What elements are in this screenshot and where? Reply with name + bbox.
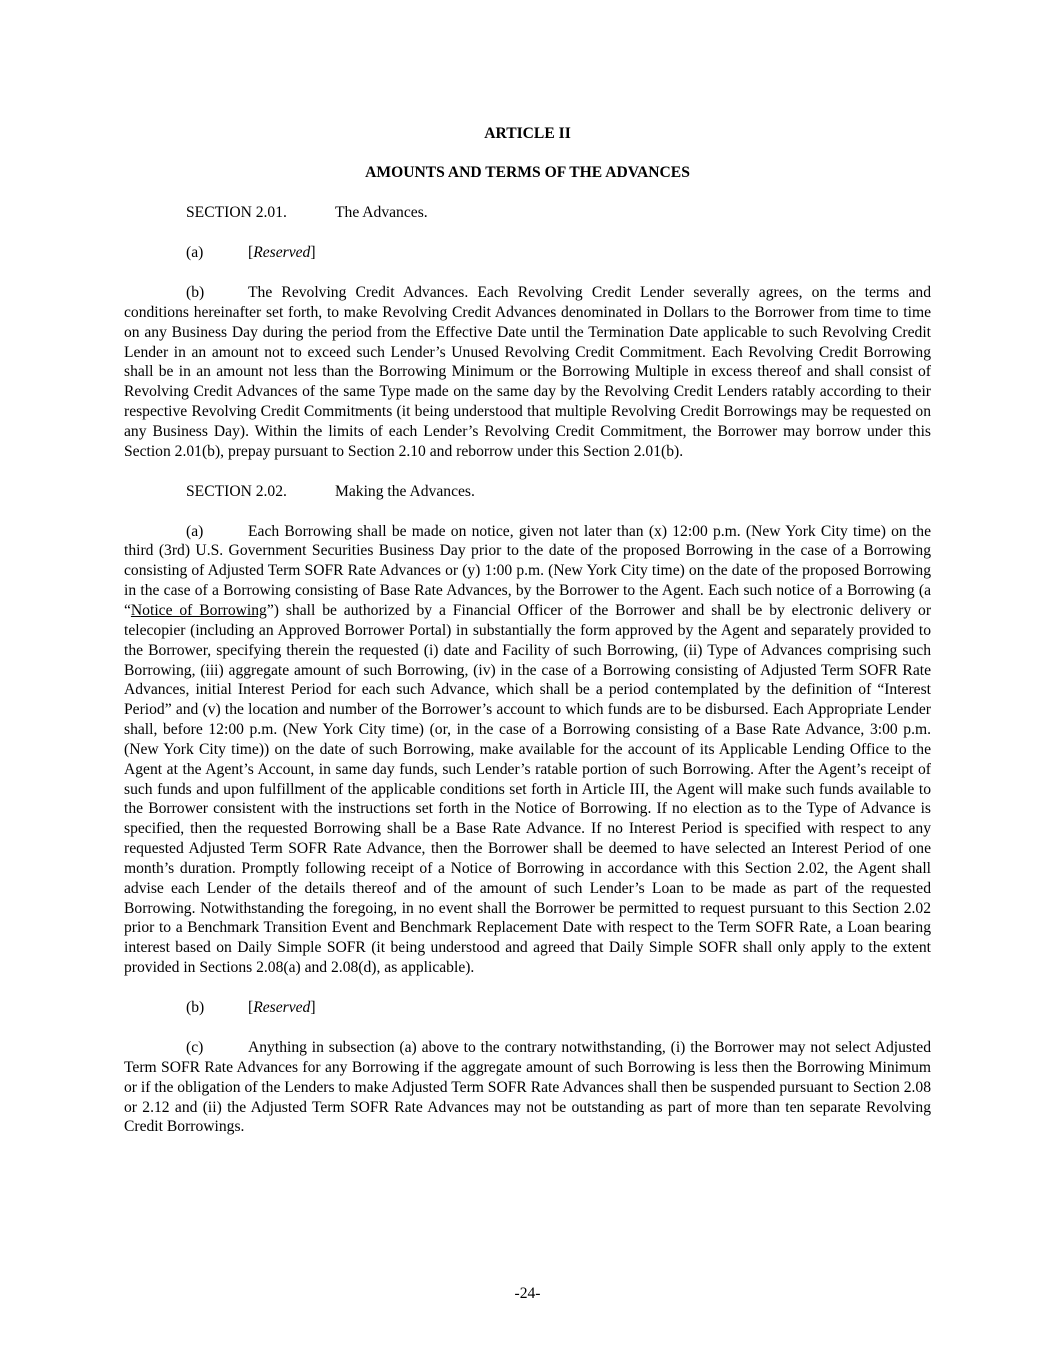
section-2-02-b: (b) [Reserved] [186,999,316,1016]
section-2-01-a: (a) [Reserved] [186,244,316,261]
page-number: -24- [514,1285,541,1302]
section-number: SECTION 2.02. [186,482,287,500]
paragraph-text: The Revolving Credit Advances. Each Revolving Credit Lender severally agrees, on the terms and conditions hereinafter set forth, to make Revolving Credit Advances denominated in Dollars to the Borrower from time to time on any Business Day during the period from the Effective Date until the Termination Date applicable to such Revolving Credit Lender in an amount not to exceed such Lender’s Unused Revolving Credit Commitment. Each Revolving Credit Borrowing shall be in an amount not less than the Borrowing Minimum or the Borrowing Multiple in excess thereof and shall consist of Revolving Credit Advances of the same Type made on the same day by the Revolving Credit Lenders ratably according to their respective Revolving Credit Commitments (it being understood that multiple Revolving Credit Borrowings may be requested on any Business Day). Within the limits of each Lender’s Revolving Credit Commitment, the Borrower may borrow under this Section 2.01(b), prepay pursuant to Section 2.10 and reborrow under this Section 2.01(b). [124,284,931,460]
section-title: The Advances. [335,204,428,221]
section-2-02-a [124,522,931,978]
subsection-label: (b) [186,999,205,1016]
reserved-text: Reserved [253,999,311,1016]
defined-term-notice-of-borrowing: Notice of Borrowing [130,601,267,619]
section-2-01-b [124,283,931,462]
subsection-label: (b) [186,284,205,301]
subsection-label: (a) [186,244,204,261]
paragraph-text-after: ”) shall be authorized by a Financial Officer of the Borrower and shall be by electronic delivery or telecopier (including an Approved Borrower Portal) in substantially the form approved by the Agent and separately provided to the Borrower, specifying therein the requested (i) date and Facility of such Borrowing, (ii) Type of Advances comprising such Borrowing, (iii) aggregate amount of such Borrowing, (iv) in the case of a Borrowing consisting of Adjusted Term SOFR Rate Advances, initial Interest Period for each such Advance, which shall be a period contemplated by the definition of “Interest Period” and (v) the location and number of the Borrower’s account to which funds are to be disbursed. Each Appropriate Lender shall, before 12:00 p.m. (New York City time) (or, in the case of a Borrowing consisting of a Base Rate Advance, 3:00 p.m. (New York City time)) on the date of such Borrowing, make available for the account of its Applicable Lending Office to the Agent at the Agent’s Account, in same day funds, such Lender’s ratable portion of such Borrowing. After the Agent’s receipt of such funds and upon fulfillment of the applicable conditions set forth in Article III, the Agent will make such funds available to the Borrower consistent with the instructions set forth in the Notice of Borrowing. If no election as to the Type of Advance is specified, then the requested Borrowing shall be a Base Rate Advance. If no Interest Period is specified with respect to any requested Adjusted Term SOFR Rate Advance, then the Borrower shall be deemed to have selected an Interest Period of one month’s duration. Promptly following receipt of a Notice of Borrowing in accordance with this Section 2.02, the Agent shall advise each Lender of the details thereof and of the amount of such Lender’s Loan to be made as part of the requested Borrowing. Notwithstanding the foregoing, in no event shall the Borrower be permitted to request pursuant to this Section 2.02 prior to a Benchmark Transition Event and Benchmark Replacement Date with respect to the Term SOFR Rate, a Loan bearing interest based on Daily Simple SOFR (it being understood and agreed that Daily Simple SOFR shall only apply to the extent provided in Sections 2.08(a) and 2.08(d), as applicable). [124,601,932,977]
section-2-02-c [124,1038,931,1137]
section-number: SECTION 2.01. [186,204,287,221]
section-title: Making the Advances. [335,482,475,500]
document-page [124,124,931,1157]
article-title: ARTICLE II [484,125,571,142]
paragraph-text-before: Each Borrowing shall be made on notice, given not later than (x) 12:00 p.m. (New York City time) on the third (3rd) U.S. Government Securities Business Day prior to the date of the proposed Borrowing in the case of a Borrowing consisting of Adjusted Term SOFR Rate Advances or (y) 1:00 p.m. (New York City time) on the date of the proposed Borrowing in the case of a Borrowing consisting of Base Rate Advances, by the Borrower to the Agent. Each such notice of a Borrowing (a “ [124,522,931,619]
article-subtitle: AMOUNTS AND TERMS OF THE ADVANCES [365,164,690,181]
subsection-label: (a) [186,522,204,540]
reserved-text: Reserved [253,244,311,261]
section-2-01-heading [124,203,931,223]
paragraph-text: Anything in subsection (a) above to the contrary notwithstanding, (i) the Borrower may not select Adjusted Term SOFR Rate Advances for any Borrowing if the aggregate amount of such Borrowing is less then the Borrowing Minimum or if the obligation of the Lenders to make Adjusted Term SOFR Rate Advances shall then be suspended pursuant to Section 2.08 or 2.12 and (ii) the Adjusted Term SOFR Rate Advances may not be outstanding as part of more than ten separate Revolving Credit Borrowings. [124,1039,931,1136]
subsection-label: (c) [186,1039,204,1056]
section-2-02-heading [124,482,931,502]
